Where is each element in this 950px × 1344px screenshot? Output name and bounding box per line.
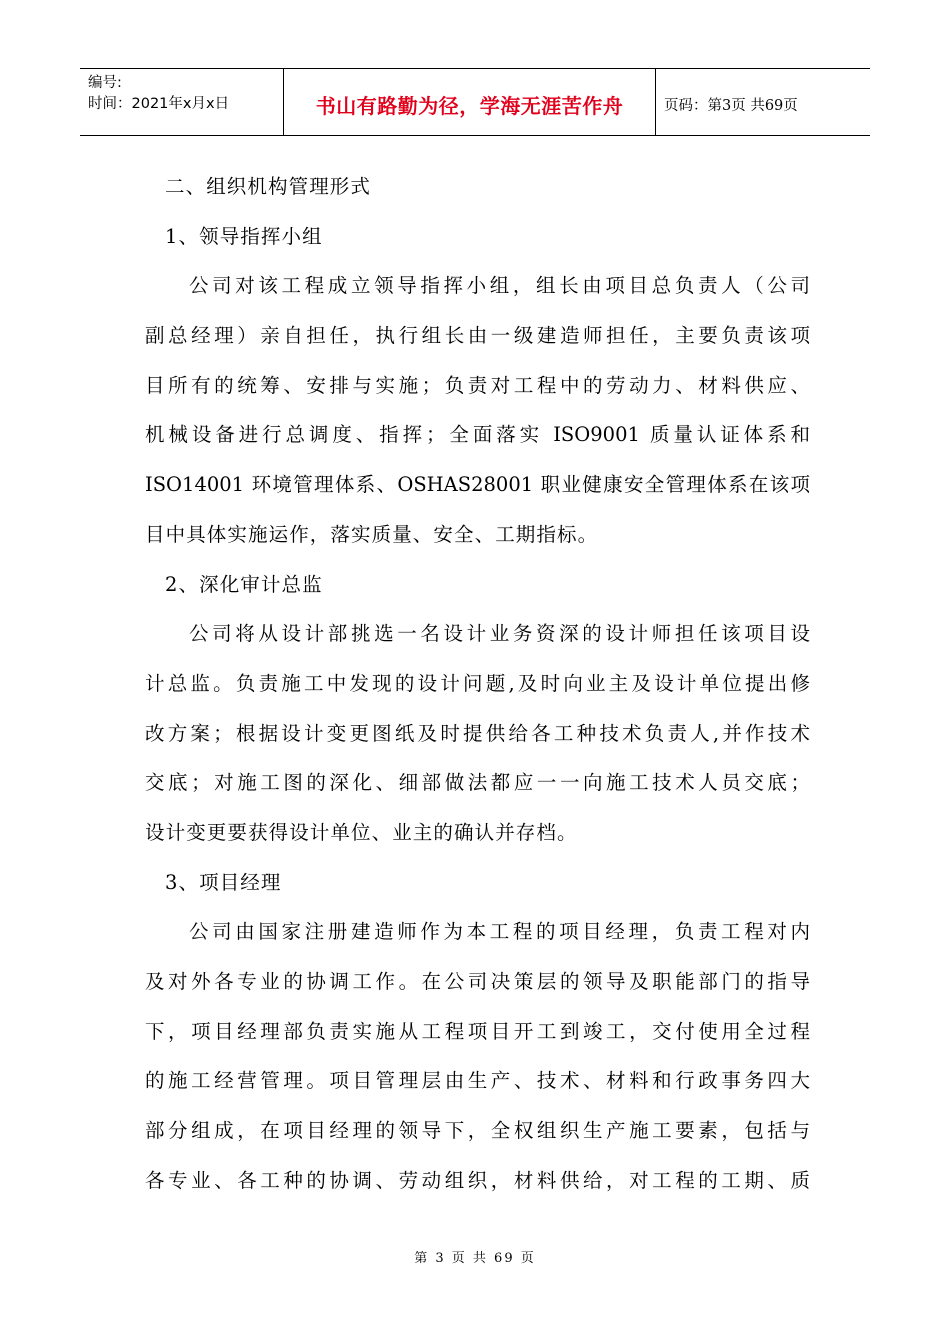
text-line: 公司对该工程成立领导指挥小组，组长由项目总负责人（公司 — [189, 274, 810, 298]
header-motto-cell — [284, 69, 656, 135]
document-date-label: 时间：2021年x月x日 — [88, 96, 230, 112]
text-line: 目所有的统筹、安排与实施；负责对工程中的劳动力、材料供应、 — [145, 373, 810, 397]
text-line: 各专业、各工种的协调、劳动组织，材料供给，对工程的工期、质 — [145, 1168, 810, 1192]
header-meta-cell — [80, 69, 284, 135]
text-line: 及对外各专业的协调工作。在公司决策层的领导及职能部门的指导 — [145, 970, 810, 993]
page-footer: 第 3 页 共 69 页 — [414, 1251, 536, 1266]
document-body — [145, 162, 810, 1205]
document-code-label: 编号: — [88, 75, 122, 91]
text-line: 机械设备进行总调度、指挥；全面落实 ISO9001 质量认证体系和 — [145, 423, 810, 447]
text-line: 公司将从设计部挑选一名设计业务资深的设计师担任该项目设 — [189, 622, 810, 646]
text-line: 部分组成，在项目经理的领导下，全权组织生产施工要素，包括与 — [145, 1119, 810, 1143]
page-header — [80, 68, 870, 136]
text-line: 公司由国家注册建造师作为本工程的项目经理，负责工程对内 — [189, 920, 810, 944]
text-line: 目中具体实施运作，落实质量、安全、工期指标。 — [145, 522, 599, 546]
header-page-number: 页码：第3页 共69页 — [664, 97, 798, 114]
text-line: 计总监。负责施工中发现的设计问题,及时向业主及设计单位提出修 — [145, 671, 810, 695]
text-line: 1、领导指挥小组 — [165, 224, 323, 248]
text-line: 二、组织机构管理形式 — [165, 175, 372, 198]
text-line: 的施工经营管理。项目管理层由生产、技术、材料和行政事务四大 — [145, 1069, 810, 1093]
text-line: 副总经理）亲自担任，执行组长由一级建造师担任，主要负责该项 — [145, 324, 810, 348]
header-page-cell — [656, 69, 870, 135]
text-line: 设计变更要获得设计单位、业主的确认并存档。 — [145, 820, 578, 844]
text-line: 交底；对施工图的深化、细部做法都应一一向施工技术人员交底； — [145, 771, 810, 795]
text-line: 下，项目经理部负责实施从工程项目开工到竣工，交付使用全过程 — [145, 1019, 810, 1043]
text-line: ISO14001 环境管理体系、OSHAS28001 职业健康安全管理体系在该项 — [145, 473, 810, 497]
text-line: 3、项目经理 — [165, 870, 282, 894]
header-motto: 书山有路勤为径，学海无涯苦作舟 — [315, 93, 624, 118]
text-line: 2、深化审计总监 — [165, 572, 323, 596]
text-line: 改方案；根据设计变更图纸及时提供给各工种技术负责人,并作技术 — [145, 721, 810, 745]
